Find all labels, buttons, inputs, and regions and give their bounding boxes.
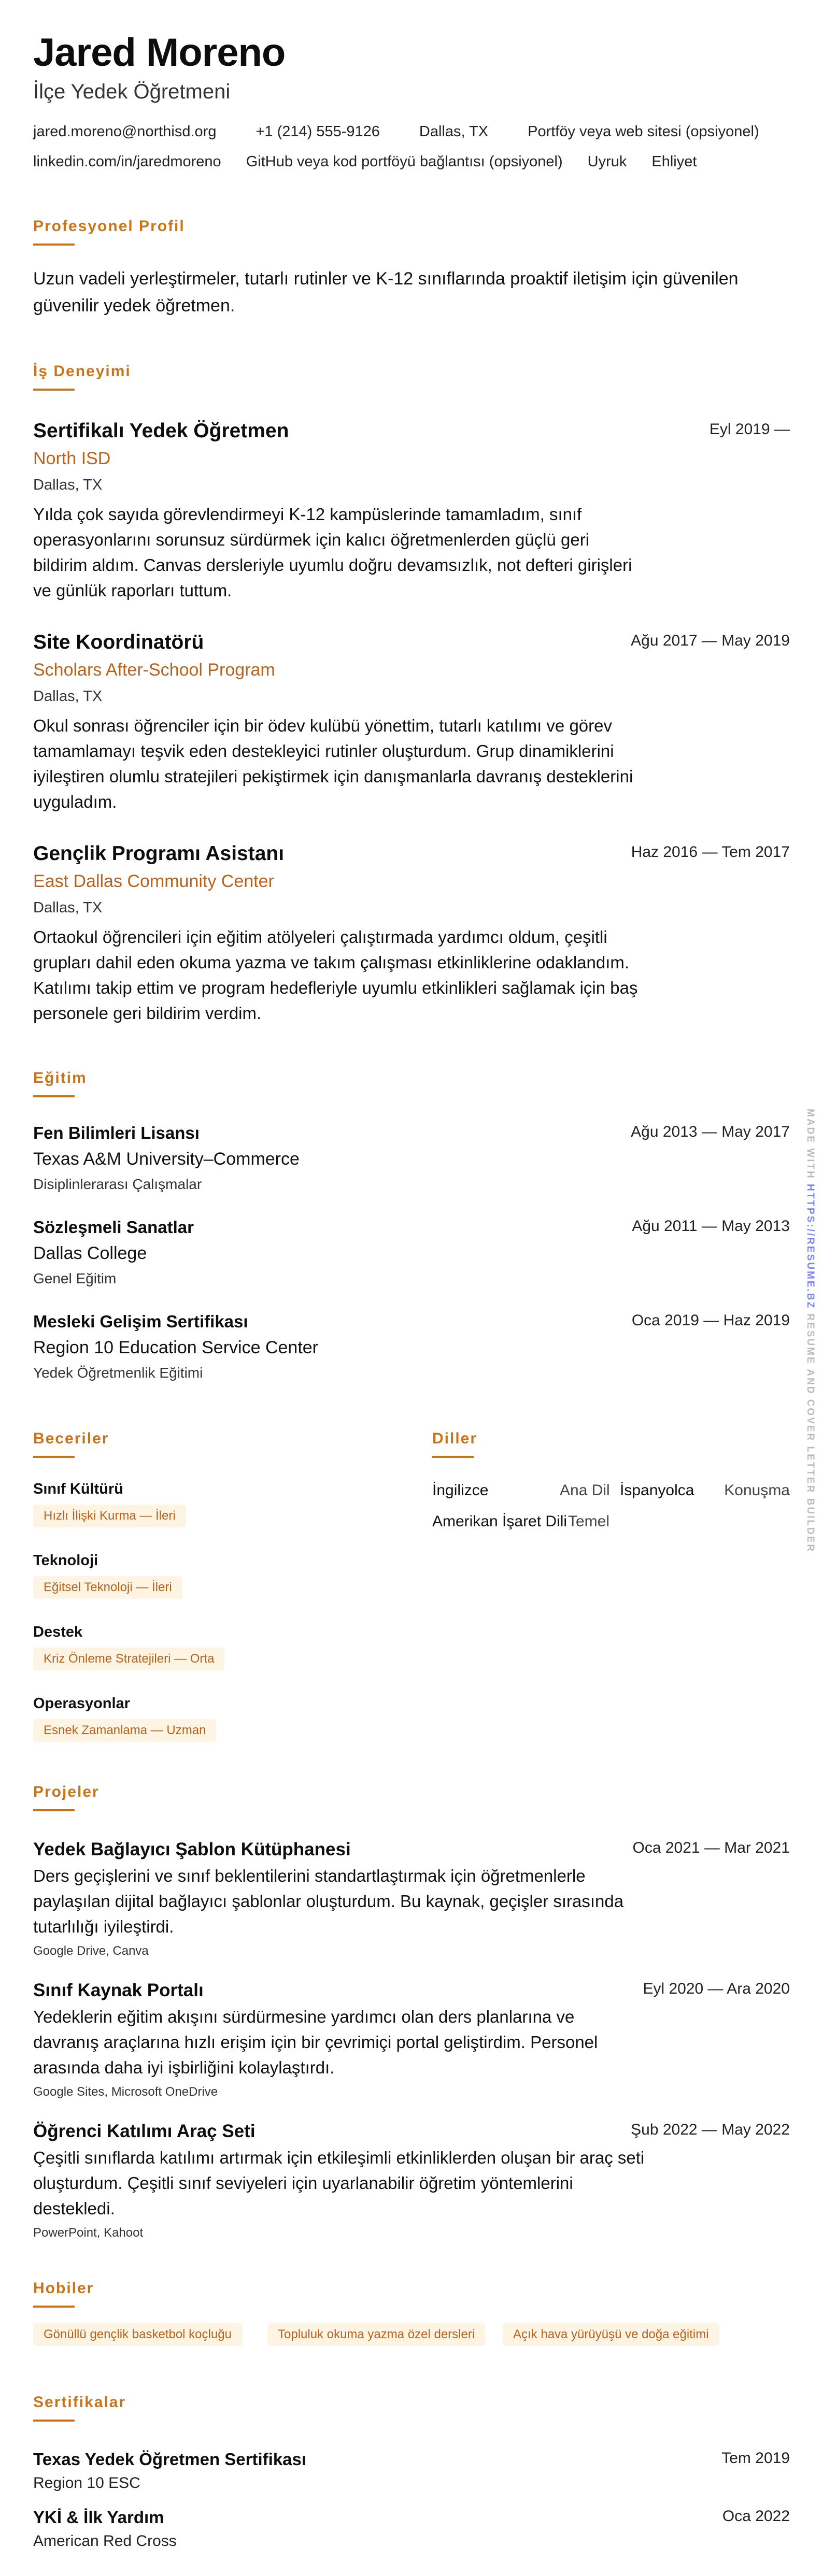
job-organization: East Dallas Community Center [33, 871, 274, 891]
contact-linkedin[interactable]: linkedin.com/in/jaredmoreno [33, 153, 221, 170]
project-date: Şub 2022 — May 2022 [631, 2121, 790, 2138]
edu-degree: Sözleşmeli Sanatlar [33, 1218, 194, 1237]
section-heading-projects: Projeler [33, 1783, 100, 1800]
job-title: Sertifikalı Yedek Öğretmen [33, 420, 289, 442]
hobby-tag: Gönüllü gençlik basketbol koçluğu [33, 2323, 242, 2346]
job-organization: Scholars After-School Program [33, 660, 275, 680]
job-location: Dallas, TX [33, 688, 103, 705]
cert-name: YKİ & İlk Yardım [33, 2508, 164, 2527]
hobby-tag: Topluluk okuma yazma özel dersleri [267, 2323, 485, 2346]
section-divider [33, 244, 75, 246]
job-description: Ortaokul öğrencileri için eğitim atölyeleri çalıştırmada yardımcı oldum, çeşitli grupları dahil eden okuma yazma ve takım çalışması etkinliklerine odaklandım. Katılımı takip ettim ve program hedefleriyle uyumlu etkinlikleri sağlamak için baş personele geri bildirim verdim. [33, 927, 638, 1023]
section-heading-experience: İş Deneyimi [33, 363, 131, 380]
project-description: Yedeklerin eğitim akışını sürdürmesine yardımcı olan ders planlarına ve davranış araçlarına hızlı erişim için bir çevrimiçi portal geliştirdim. Personel arasında daha iyi işbirliğini kolaylaştırdı. [33, 2007, 598, 2077]
project-tools: PowerPoint, Kahoot [33, 2226, 144, 2240]
skill-category: Operasyonlar [33, 1695, 130, 1712]
skill-tag: Eğitsel Teknoloji — İleri [33, 1576, 182, 1599]
edu-field: Disiplinlerarası Çalışmalar [33, 1176, 202, 1192]
section-heading-certifications: Sertifikalar [33, 2394, 126, 2411]
job-date: Haz 2016 — Tem 2017 [631, 843, 790, 861]
contact-github[interactable]: GitHub veya kod portföyü bağlantısı (opsiyonel) [246, 153, 563, 170]
job-description: Okul sonrası öğrenciler için bir ödev kulübü yönettim, tutarlı katılımı ve görev tamamlamayı teşvik eden destekleyici rutinler oluşturdum. Grup dinamiklerini iyileştiren olumlu stratejileri pekiştirmek için danışmanlarla davranış desteklerini uyguladım. [33, 716, 633, 811]
edu-date: Ağu 2013 — May 2017 [631, 1123, 790, 1140]
section-divider [33, 1095, 75, 1097]
section-heading-education: Eğitim [33, 1069, 87, 1086]
side-note-suffix: RESUME AND COVER LETTER BUILDER [805, 1309, 816, 1553]
job-location: Dallas, TX [33, 477, 103, 493]
skill-tag: Hızlı İlişki Kurma — İleri [33, 1505, 186, 1527]
language-level: Temel [568, 1513, 610, 1530]
edu-date: Oca 2019 — Haz 2019 [631, 1312, 790, 1329]
section-divider [432, 1456, 474, 1458]
builder-side-note-text [804, 1109, 816, 1553]
language-name: Amerikan İşaret Dili [432, 1513, 567, 1530]
cert-issuer: Region 10 ESC [33, 2474, 140, 2492]
skill-category: Destek [33, 1624, 83, 1640]
edu-field: Yedek Öğretmenlik Eğitimi [33, 1365, 203, 1381]
contact-email[interactable]: jared.moreno@northisd.org [33, 123, 217, 140]
cert-date: Tem 2019 [721, 2450, 790, 2467]
project-date: Eyl 2020 — Ara 2020 [643, 1980, 790, 1997]
edu-date: Ağu 2011 — May 2013 [632, 1218, 790, 1235]
skill-tag: Kriz Önleme Stratejileri — Orta [33, 1648, 224, 1670]
candidate-title: İlçe Yedek Öğretmeni [33, 80, 231, 103]
section-divider [33, 1456, 75, 1458]
job-title: Site Koordinatörü [33, 631, 204, 653]
contact-row-1 [33, 123, 799, 140]
skill-tag: Esnek Zamanlama — Uzman [33, 1719, 216, 1742]
edu-degree: Fen Bilimleri Lisansı [33, 1123, 200, 1142]
profile-summary: Uzun vadeli yerleştirmeler, tutarlı rutinler ve K-12 sınıflarında proaktif iletişim için güvenilen güvenilir yedek öğretmen. [33, 269, 739, 316]
project-title: Öğrenci Katılımı Araç Seti [33, 2121, 256, 2141]
project-title: Sınıf Kaynak Portalı [33, 1980, 204, 2000]
language-level: Ana Dil [560, 1482, 610, 1499]
contact-nationality: Uyruk [587, 153, 627, 170]
job-description: Yılda çok sayıda görevlendirmeyi K-12 kampüslerinde tamamladım, sınıf operasyonlarını sorunsuz sürdürmek için kalıcı öğretmenlerden güçlü geri bildirim aldım. Canvas dersleriyle uyumlu doğru devamsızlık, not defteri girişleri ve günlük raporları tuttum. [33, 505, 632, 600]
contact-row-2 [33, 153, 721, 170]
section-divider [33, 1809, 75, 1811]
project-description: Çeşitli sınıflarda katılımı artırmak için etkileşimli etkinliklerden oluşan bir araç seti oluşturdum. Çeşitli sınıf seviyeleri için uyarlanabilir öğretim yöntemlerini destekledi. [33, 2148, 645, 2218]
language-level: Konuşma [724, 1482, 790, 1499]
candidate-name: Jared Moreno [33, 31, 286, 75]
section-heading-skills: Beceriler [33, 1430, 109, 1447]
contact-phone[interactable]: +1 (214) 555-9126 [256, 123, 380, 140]
section-heading-languages: Diller [432, 1430, 478, 1447]
job-date: Ağu 2017 — May 2019 [631, 632, 790, 649]
job-organization: North ISD [33, 449, 111, 468]
hobby-tag: Açık hava yürüyüşü ve doğa eğitimi [503, 2323, 719, 2346]
section-divider [33, 2420, 75, 2422]
edu-school: Dallas College [33, 1243, 147, 1263]
language-name: İngilizce [432, 1482, 489, 1499]
edu-field: Genel Eğitim [33, 1270, 117, 1286]
job-location: Dallas, TX [33, 899, 103, 916]
edu-school: Region 10 Education Service Center [33, 1338, 318, 1357]
project-tools: Google Sites, Microsoft OneDrive [33, 2085, 218, 2099]
section-heading-profile: Profesyonel Profil [33, 218, 185, 235]
builder-side-note [804, 1109, 819, 1553]
section-divider [33, 2306, 75, 2308]
cert-issuer: American Red Cross [33, 2532, 177, 2550]
contact-license: Ehliyet [651, 153, 697, 170]
cert-name: Texas Yedek Öğretmen Sertifikası [33, 2450, 307, 2469]
project-date: Oca 2021 — Mar 2021 [632, 1839, 790, 1856]
project-tools: Google Drive, Canva [33, 1944, 149, 1958]
job-title: Gençlik Programı Asistanı [33, 842, 285, 865]
job-date: Eyl 2019 — [709, 421, 790, 438]
edu-school: Texas A&M University–Commerce [33, 1149, 300, 1169]
cert-date: Oca 2022 [722, 2508, 790, 2525]
edu-degree: Mesleki Gelişim Sertifikası [33, 1312, 248, 1331]
contact-location: Dallas, TX [419, 123, 489, 140]
section-heading-hobbies: Hobiler [33, 2280, 94, 2297]
section-divider [33, 389, 75, 391]
project-description: Ders geçişlerini ve sınıf beklentilerini standartlaştırmak için öğretmenlerle paylaşılan dijital bağlayıcı şablonlar oluşturdum. Bu kaynak, geçişler sırasında tutarlılığı iyileştirdi. [33, 1866, 624, 1936]
project-title: Yedek Bağlayıcı Şablon Kütüphanesi [33, 1839, 351, 1859]
language-name: İspanyolca [620, 1482, 694, 1499]
skill-category: Teknoloji [33, 1552, 98, 1569]
contact-website[interactable]: Portföy veya web sitesi (opsiyonel) [528, 123, 759, 140]
side-note-prefix: MADE WITH [805, 1109, 816, 1184]
skill-category: Sınıf Kültürü [33, 1481, 123, 1497]
builder-link[interactable]: HTTPS://RESUME.BZ [805, 1184, 816, 1310]
